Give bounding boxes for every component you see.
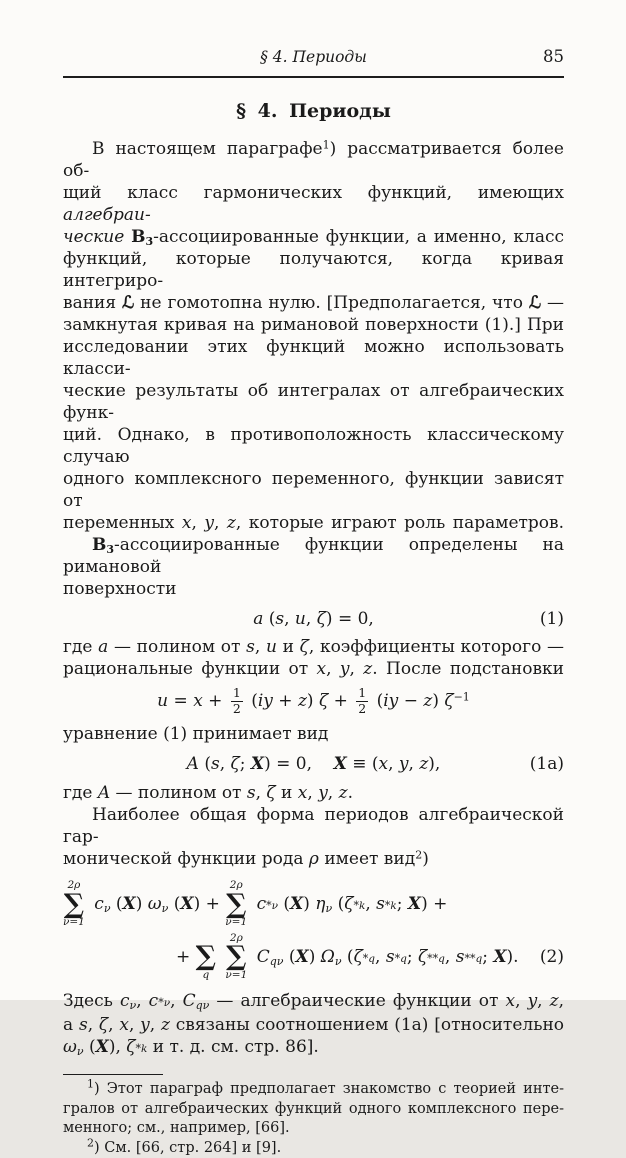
- text-line: [63, 804, 564, 848]
- text-run: B: [131, 227, 146, 247]
- text-run: −: [398, 690, 424, 711]
- equation-substitution-body: [157, 685, 470, 716]
- text-line: [63, 658, 564, 680]
- text-run: x: [316, 659, 327, 679]
- text-run: y: [339, 659, 350, 679]
- text-run: ,: [327, 783, 339, 803]
- text-run: (: [278, 893, 291, 914]
- text-run: C: [182, 991, 196, 1012]
- text-run: x: [505, 991, 516, 1012]
- paragraph-where-a: [63, 636, 564, 680]
- text-run: ): [422, 849, 429, 869]
- text-run: ): [306, 690, 319, 711]
- text-run: одного комплексного переменного, функции зависят от: [63, 469, 564, 511]
- text-run: z: [297, 690, 307, 711]
- text-run: ) +: [193, 893, 226, 914]
- text-run: ζ: [417, 946, 428, 967]
- text-run: где: [63, 637, 99, 657]
- equation-1a-body: [187, 754, 441, 774]
- text-run: ,: [305, 609, 317, 629]
- text-run: ,: [136, 991, 149, 1012]
- text-run: ζ: [266, 783, 276, 803]
- text-run: ): [432, 690, 445, 711]
- text-run: ,: [149, 1015, 161, 1036]
- text-run: +: [202, 690, 228, 711]
- text-run: x: [378, 754, 389, 774]
- text-run: ).: [506, 946, 519, 967]
- text-run: η: [315, 893, 326, 914]
- text-run: ℒ: [122, 293, 135, 313]
- header-rule: [63, 76, 564, 78]
- text-run: 1: [87, 1077, 94, 1091]
- text-run: s: [385, 946, 395, 967]
- text-run: y: [318, 783, 328, 803]
- text-run: .: [347, 783, 353, 803]
- text-run: ций. Однако, в противоположность классическому случаю: [63, 425, 564, 467]
- footnote-2: [63, 1136, 564, 1158]
- text-run: ) = 0,: [325, 609, 374, 629]
- text-run: =: [168, 690, 194, 711]
- text-line: [63, 336, 564, 380]
- text-run: не гомотопна нулю. [Предполагается, что: [134, 293, 529, 313]
- equation-1: [63, 608, 564, 630]
- section-title: § 4. Периоды: [236, 100, 391, 122]
- text-run: ≡ (: [346, 754, 379, 774]
- text-run: имеет вид: [318, 849, 416, 869]
- text-run: (: [198, 754, 211, 774]
- text-run: — алгебраические функции от: [209, 991, 506, 1012]
- text-run: A: [97, 783, 111, 803]
- text-run: ) = 0,: [264, 754, 334, 774]
- text-run: ℒ: [528, 293, 542, 313]
- text-line: [63, 182, 564, 226]
- text-run: ,: [284, 609, 295, 629]
- text-run: iy: [257, 690, 273, 711]
- text-run: ),: [428, 754, 441, 774]
- text-run: s: [275, 609, 285, 629]
- text-run: В настоящем параграфе: [92, 139, 323, 159]
- text-run: ,: [558, 991, 565, 1012]
- text-line: [63, 248, 564, 292]
- text-run: ,: [128, 1015, 141, 1036]
- footnotes: [63, 1077, 564, 1158]
- text-run: ,: [87, 1015, 99, 1036]
- text-run: ;: [396, 893, 408, 914]
- sup-sub-stack: *k: [384, 898, 397, 912]
- text-run: (: [245, 690, 258, 711]
- text-run: s: [455, 946, 465, 967]
- text-run: c: [256, 893, 267, 914]
- paragraph-eq1-takes-form: [63, 723, 564, 745]
- text-run: +: [272, 690, 298, 711]
- running-header: [63, 46, 564, 68]
- text-run: ν: [103, 901, 111, 915]
- equation-1a-number: (1а): [529, 754, 564, 774]
- text-run: вания: [63, 293, 122, 313]
- text-run: и т. д. см. стр. 86].: [147, 1037, 319, 1058]
- sum-symbol: ∑ q: [195, 941, 216, 981]
- text-run: где: [63, 783, 98, 803]
- text-run: связаны соотношением (1а) [относительно: [169, 1015, 565, 1036]
- text-line: [63, 723, 564, 745]
- sup-sub-stack: *q: [394, 951, 407, 965]
- text-line: [63, 1136, 564, 1158]
- text-run: исследовании этих функций можно использовать класси-: [63, 337, 564, 379]
- text-run: -ассоциированные функции определены на римановой: [63, 535, 564, 577]
- text-run: ν: [129, 999, 137, 1013]
- text-run: c: [148, 991, 159, 1012]
- text-run: +: [176, 946, 196, 967]
- text-run: x: [181, 513, 192, 533]
- text-run: алгебраи-: [63, 205, 151, 225]
- formula-2-number: (2): [539, 947, 564, 968]
- sum-symbol: 2ρ ∑ ν=1: [63, 879, 85, 929]
- footnote-separator: [63, 1074, 163, 1075]
- text-run: u: [294, 609, 306, 629]
- text-run: ,: [515, 991, 528, 1012]
- text-line: [63, 1119, 564, 1139]
- text-run: y: [204, 513, 214, 533]
- text-run: iy: [383, 690, 399, 711]
- sum-symbol: 2ρ ∑ ν=1: [225, 931, 248, 981]
- text-run: y: [398, 754, 409, 774]
- text-run: Наиболее общая форма периодов алгебраической гар-: [63, 805, 564, 847]
- equation-substitution: [63, 687, 564, 715]
- text-run: c: [119, 991, 130, 1012]
- text-run: ;: [406, 946, 418, 967]
- text-run: +: [328, 690, 354, 711]
- text-run: (: [263, 609, 276, 629]
- sup-sub-stack: *ν: [266, 898, 278, 912]
- paragraph-b3-surface: [63, 534, 564, 600]
- text-run: ζ: [444, 690, 454, 711]
- text-run: −1: [453, 690, 470, 703]
- text-run: ζ: [299, 637, 309, 657]
- text-run: ζ: [344, 893, 354, 914]
- text-run: z: [423, 690, 433, 711]
- text-run: 1: [322, 138, 330, 152]
- equation-1-body: [253, 609, 374, 629]
- text-run: 2: [87, 1136, 94, 1150]
- text-run: ): [303, 893, 316, 914]
- text-line: [63, 380, 564, 424]
- text-run: функций, которые получаются, когда кривая интегриро-: [63, 249, 564, 291]
- text-run: X: [95, 1037, 109, 1058]
- text-run: поверхности: [63, 579, 177, 599]
- formula-2: [63, 880, 564, 981]
- text-run: X: [333, 754, 347, 774]
- text-run: x: [297, 783, 308, 803]
- text-run: ω: [63, 1037, 77, 1058]
- text-run: (: [83, 1037, 96, 1058]
- text-run: гралов от алгебраических функций одного комплексного пере-: [63, 1100, 564, 1117]
- footnote-1: [63, 1077, 564, 1139]
- text-run: ,: [444, 946, 456, 967]
- text-run: ,: [537, 991, 550, 1012]
- text-run: X: [180, 893, 194, 914]
- text-run: s: [376, 893, 385, 914]
- running-header-title: § 4. Периоды: [260, 48, 367, 66]
- text-run: щий класс гармонических функций, имеющих: [63, 183, 564, 203]
- text-run: (: [110, 893, 123, 914]
- sum-symbol: 2ρ ∑ ν=1: [225, 879, 248, 929]
- text-run: a: [98, 637, 109, 657]
- text-run: s: [210, 754, 220, 774]
- text-line: [63, 1014, 564, 1036]
- text-run: ,: [375, 946, 386, 967]
- sup-sub-stack: **q: [427, 951, 445, 965]
- text-run: u: [265, 637, 277, 657]
- text-run: ) рассматривается более об-: [63, 139, 564, 181]
- text-run: ,: [408, 754, 420, 774]
- text-run: ) +: [421, 893, 448, 914]
- text-run: (: [332, 893, 345, 914]
- text-line: [63, 226, 564, 248]
- text-line: [63, 424, 564, 468]
- text-run: ν: [325, 901, 333, 915]
- text-run: ,: [213, 513, 227, 533]
- paragraph-intro: [63, 138, 564, 534]
- text-run: и: [275, 783, 298, 803]
- text-run: ;: [239, 754, 251, 774]
- text-run: z: [419, 754, 429, 774]
- text-run: 3: [145, 235, 154, 249]
- text-run: (: [283, 946, 296, 967]
- text-run: — полином от: [108, 637, 247, 657]
- text-run: ν: [161, 901, 169, 915]
- text-run: z: [338, 783, 348, 803]
- text-run: ν: [334, 954, 342, 968]
- text-run: ) См. [66, стр. 264] и [9].: [94, 1139, 282, 1156]
- text-run: ,: [254, 637, 266, 657]
- text-run: -ассоциированные функции, а именно, класс: [153, 227, 564, 247]
- text-run: z: [226, 513, 236, 533]
- text-line: [63, 990, 564, 1014]
- text-run: ζ: [98, 1015, 109, 1036]
- text-run: X: [295, 946, 309, 967]
- text-run: x: [193, 690, 203, 711]
- equation-1-number: (1): [539, 609, 564, 629]
- text-run: z: [363, 659, 373, 679]
- text-line: [63, 1036, 564, 1060]
- text-run: a: [253, 609, 264, 629]
- text-line: [63, 534, 564, 578]
- text-line: [63, 1077, 564, 1100]
- text-run: X: [290, 893, 304, 914]
- text-run: и: [276, 637, 300, 657]
- text-run: ,: [108, 1015, 120, 1036]
- text-run: ,: [219, 754, 231, 774]
- text-run: ,: [365, 893, 377, 914]
- text-run: 3: [106, 543, 115, 557]
- text-run: c: [94, 893, 104, 914]
- text-line: [63, 138, 564, 182]
- text-line: [63, 848, 564, 870]
- text-run: X: [250, 754, 265, 774]
- text-run: Здесь: [63, 991, 120, 1012]
- text-run: рациональные функции от: [63, 659, 317, 679]
- text-run: . После подстановки: [372, 659, 564, 679]
- text-run: ζ: [316, 609, 326, 629]
- text-run: (: [168, 893, 181, 914]
- text-run: ,: [307, 783, 319, 803]
- text-run: — полином от: [110, 783, 247, 803]
- formula-2-line1: [63, 880, 564, 929]
- text-run: ζ: [230, 754, 240, 774]
- text-line: [63, 578, 564, 600]
- text-run: , которые играют роль параметров.: [235, 513, 565, 533]
- text-line: [63, 292, 564, 314]
- text-line: [63, 512, 564, 534]
- text-line: [63, 468, 564, 512]
- text-run: ): [308, 946, 321, 967]
- text-run: ,: [388, 754, 399, 774]
- text-run: ческие: [63, 227, 132, 247]
- text-run: а: [63, 1015, 79, 1036]
- text-run: X: [122, 893, 136, 914]
- text-run: —: [541, 293, 564, 313]
- text-run: A: [186, 754, 199, 774]
- paragraph-here-c: [63, 990, 564, 1060]
- text-run: x: [119, 1015, 129, 1036]
- text-run: ,: [170, 991, 183, 1012]
- text-run: менного; см., например, [66].: [63, 1120, 290, 1137]
- page-number: 85: [543, 47, 564, 66]
- text-run: z: [549, 991, 559, 1012]
- text-run: (: [341, 946, 354, 967]
- text-run: ,: [349, 659, 364, 679]
- text-run: ): [135, 893, 148, 914]
- text-line: [63, 782, 564, 804]
- text-run: ,: [255, 783, 267, 803]
- equation-1a: [63, 753, 564, 775]
- sup-sub-stack: **q: [464, 951, 483, 965]
- text-run: , коэффициенты которого —: [308, 637, 564, 657]
- text-line: [63, 314, 564, 336]
- text-run: ζ: [126, 1037, 136, 1058]
- text-run: u: [157, 690, 169, 711]
- text-run: s: [78, 1015, 88, 1036]
- text-run: 2: [415, 848, 423, 862]
- text-run: переменных: [63, 513, 182, 533]
- text-run: s: [246, 783, 256, 803]
- text-run: ) Этот параграф предполагает знакомство с теорией инте-: [94, 1081, 564, 1098]
- paragraph-general-form: [63, 782, 564, 870]
- sup-sub-stack: *k: [135, 1042, 148, 1056]
- text-run: ,: [191, 513, 205, 533]
- text-run: ζ: [318, 690, 329, 711]
- text-run: X: [407, 893, 422, 914]
- sup-sub-stack: *ν: [158, 996, 171, 1010]
- text-run: уравнение (1) принимает вид: [63, 724, 329, 744]
- formula-2-line2-body: [176, 931, 519, 981]
- text-run: ω: [147, 893, 162, 914]
- text-run: B: [92, 535, 107, 555]
- text-run: z: [160, 1015, 170, 1036]
- sup-sub-stack: *k: [353, 898, 366, 912]
- text-run: монической функции рода: [63, 849, 309, 869]
- text-run: ;: [482, 946, 494, 967]
- text-run: ρ: [308, 849, 319, 869]
- text-run: C: [256, 946, 270, 967]
- fraction: $\frac{1}{2}$: [232, 685, 241, 716]
- text-run: s: [246, 637, 255, 657]
- text-run: y: [527, 991, 538, 1012]
- text-run: ческие результаты об интегралах от алгебраических функ-: [63, 381, 564, 423]
- sup-sub-stack: *q: [362, 951, 376, 965]
- text-line: [63, 636, 564, 658]
- text-run: qν: [269, 954, 284, 968]
- text-run: Ω: [320, 946, 335, 967]
- text-run: ),: [108, 1037, 127, 1058]
- text-run: замкнутая кривая на римановой поверхности (1).] При: [63, 315, 564, 335]
- text-run: (: [371, 690, 384, 711]
- text-run: ,: [326, 659, 340, 679]
- formula-2-line2: [63, 933, 564, 982]
- text-run: y: [140, 1015, 150, 1036]
- text-run: qν: [195, 999, 210, 1013]
- text-line: [63, 1100, 564, 1120]
- text-run: X: [493, 946, 507, 967]
- text-run: ν: [76, 1045, 84, 1059]
- text-run: ζ: [353, 946, 363, 967]
- fraction: $\frac{1}{2}$: [358, 685, 367, 716]
